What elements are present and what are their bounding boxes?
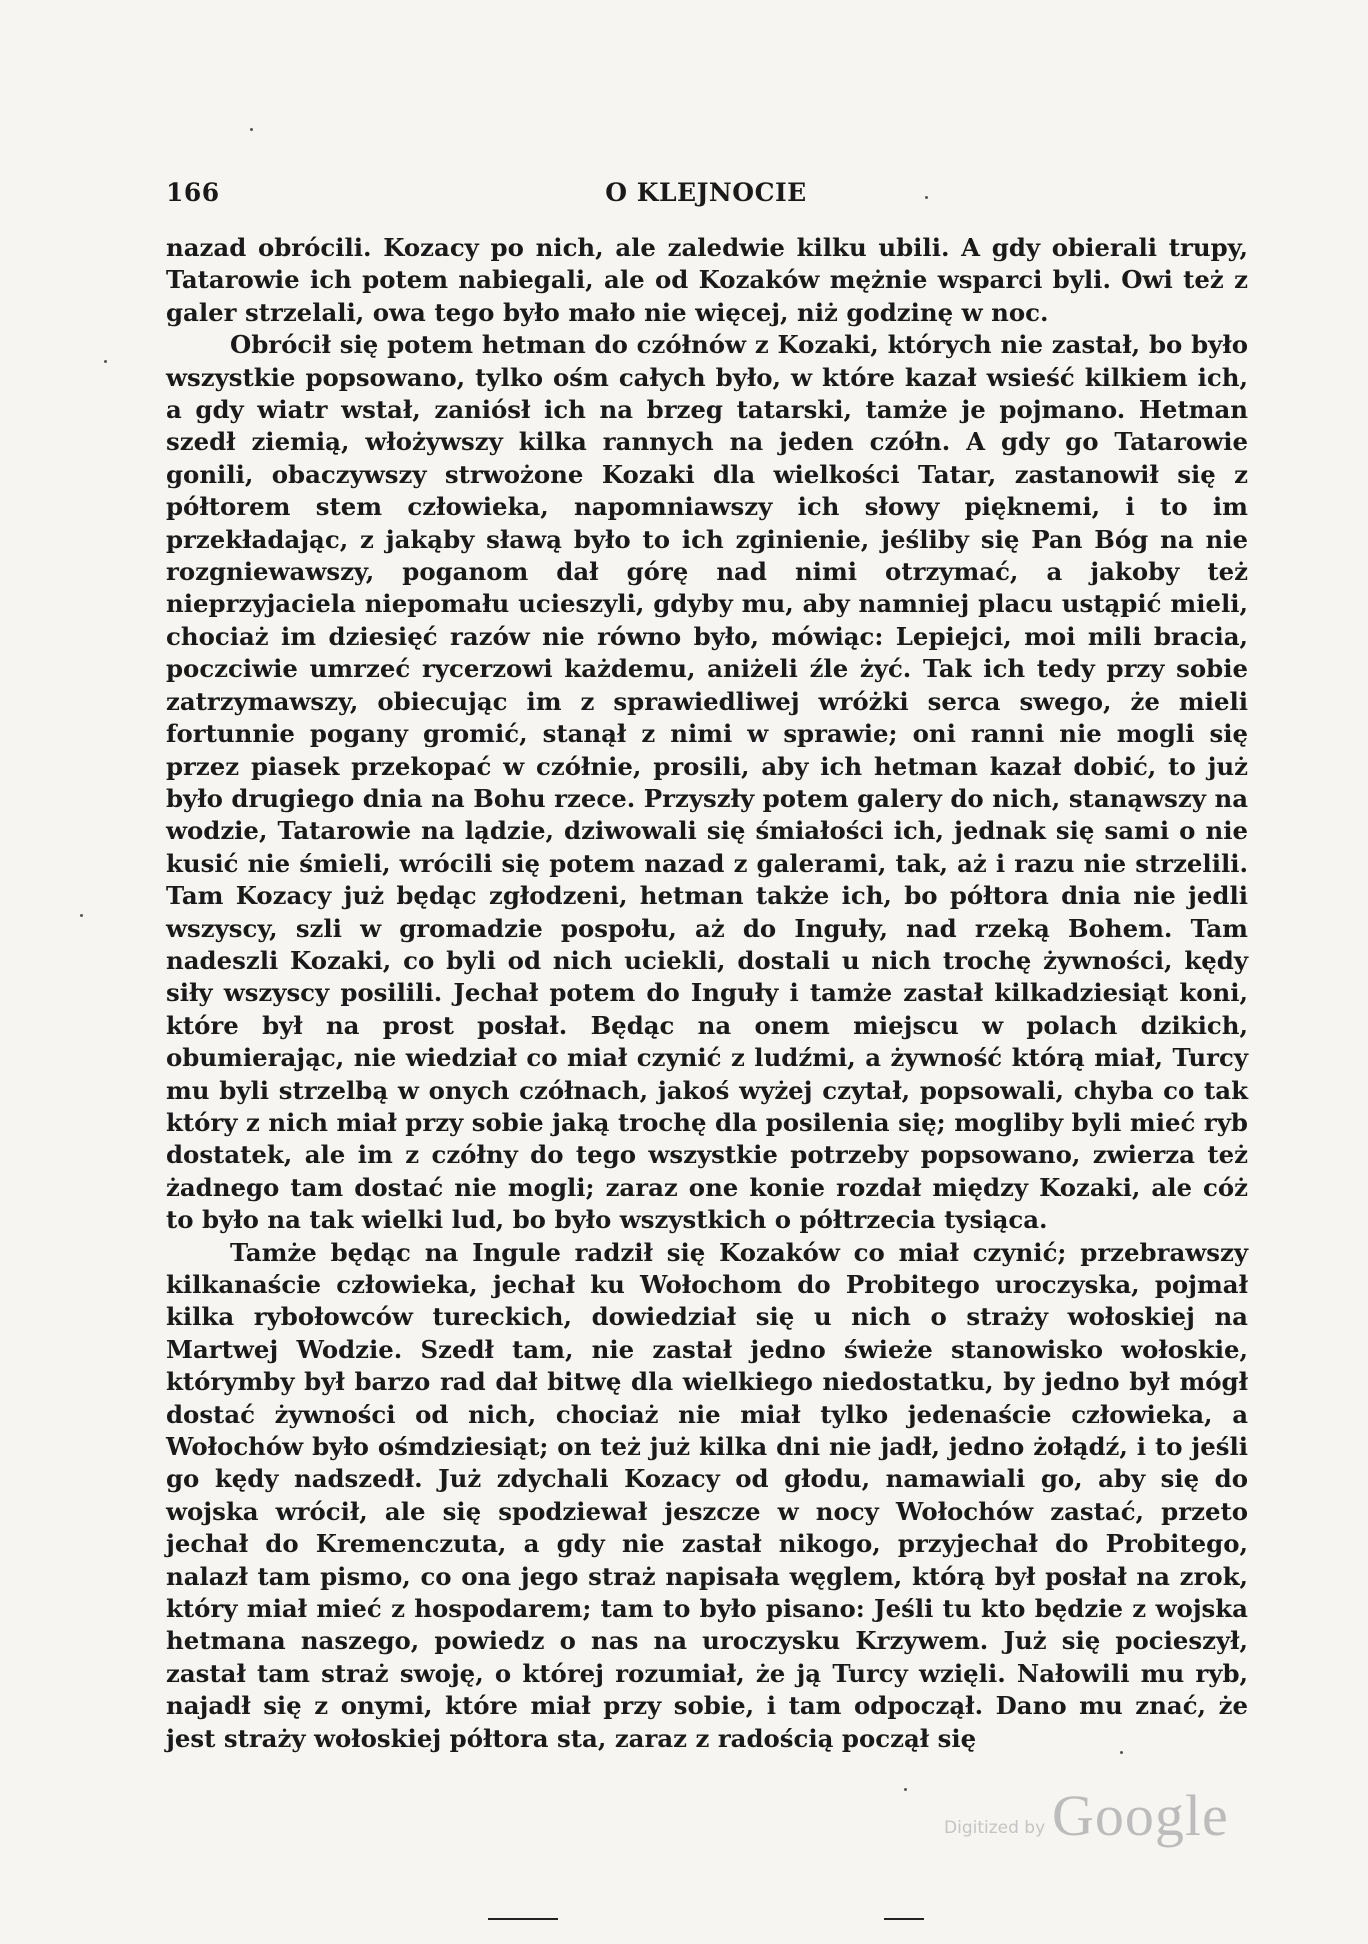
scan-speck: [104, 360, 107, 363]
paragraph: Tamże będąc na Ingule radził się Kozaków co miał czynić; przebrawszy kilkanaście człowieka, jechał ku Wołochom do Probitego uroczyska, pojmał kilka rybołowców tureckich, dowiedział się u nich o straży wołoskiej na Martwej Wodzie. Szedł tam, nie zastał jedno świeże stanowisko wołoskie, którymby był barzo rad dał bitwę dla wielkiego niedostatku, by jedno był mógł dostać żywności od nich, chociaż nie miał tylko jedenaście człowieka, a Wołochów było ośmdziesiąt; on też już kilka dni nie jadł, jedno żołądź, i to jeśli go kędy nadszedł. Już zdychali Kozacy od głodu, namawiali go, aby się do wojska wrócił, ale się spodziewał jeszcze w nocy Wołochów zastać, przeto jechał do Kremenczuta, a gdy nie zastał nikogo, przyjechał do Probitego, nalazł tam pismo, co ona jego straż napisała węglem, którą był posłał na zrok, który miał mieć z hospodarem; tam to było pisano: Jeśli tu kto będzie z wojska hetmana naszego, powiedz o nas na uroczysku Krzywem. Już się pocieszył, zastał tam straż swoję, o której rozumiał, że ją Turcy wzięli. Nałowili mu ryb, najadł się z onymi, które miał przy sobie, i tam odpoczął. Dano mu znać, że jest straży wołoskiej półtora sta, zaraz z radością począł się: [166, 1237, 1248, 1753]
scan-artifact-rule: [884, 1918, 924, 1920]
body-text: [166, 232, 1248, 1755]
scan-speck: [250, 128, 253, 131]
running-title: O KLEJNOCIE: [605, 178, 807, 207]
scan-speck: [904, 1788, 907, 1791]
paragraph: nazad obrócili. Kozacy po nich, ale zaledwie kilku ubili. A gdy obierali trupy, Tatarowie ich potem nabiegali, ale od Kozaków mężnie wsparci byli. Owi też z galer strzelali, owa tego było mało nie więcej, niż godzinę w noc.: [166, 233, 1248, 327]
page-number: 166: [166, 178, 220, 207]
watermark-prefix: Digitized by: [944, 1818, 1046, 1838]
scan-speck: [80, 914, 83, 917]
digitized-watermark: [944, 1783, 1264, 1850]
scan-speck: [1120, 1751, 1123, 1754]
google-logo-icon: Google: [1052, 1783, 1229, 1848]
scan-speck: [925, 196, 928, 199]
paragraph: Obrócił się potem hetman do czółnów z Kozaki, których nie zastał, bo było wszystkie popsowano, tylko ośm całych było, w które kazał wsieść kilkiem ich, a gdy wiatr wstał, zaniósł ich na brzeg tatarski, tamże je pojmano. Hetman szedł ziemią, włożywszy kilka rannych na jeden czółn. A gdy go Tatarowie gonili, obaczywszy strwożone Kozaki dla wielkości Tatar, zastanowił się z półtorem stem człowieka, napomniawszy ich słowy pięknemi, i to im przekładając, z jakąby sławą było to ich zginienie, jeśliby się Pan Bóg na nie rozgniewawszy, poganom dał górę nad nimi otrzymać, a jakoby też nieprzyjaciela niepomału ucieszyli, gdyby mu, aby namniej placu ustąpić mieli, chociaż im dziesięć razów nie równo było, mówiąc: Lepiejci, moi mili bracia, poczciwie umrzeć rycerzowi każdemu, aniżeli źle żyć. Tak ich tedy przy sobie zatrzymawszy, obiecując im z sprawiedliwej wróżki serca swego, że mieli fortunnie pogany gromić, stanął z nimi w sprawie; oni ranni nie mogli się przez piasek przekopać w czółnie, prosili, aby ich hetman kazał dobić, to już było drugiego dnia na Bohu rzece. Przyszły potem galery do nich, stanąwszy na wodzie, Tatarowie na lądzie, dziwowali się śmiałości ich, jednak się sami o nie kusić nie śmieli, wrócili się potem nazad z galerami, tak, aż i razu nie strzelili. Tam Kozacy już będąc zgłodzeni, hetman także ich, bo półtora dnia nie jedli wszyscy, szli w gromadzie pospołu, aż do Inguły, nad rzeką Bohem. Tam nadeszli Kozaki, co byli od nich uciekli, dostali u nich trochę żywności, kędy siły wszyscy posilili. Jechał potem do Inguły i tamże zastał kilkadziesiąt koni, które był na prost posłał. Będąc na onem miejscu w polach dzikich, obumierając, nie wiedział co miał czynić z ludźmi, a żywność którą miał, Turcy mu byli strzelbą w onych czółnach, jakoś wyżej czytał, popsowali, chyba co tak który z nich miał przy sobie jaką trochę dla posilenia się; mogliby byli mieć ryb dostatek, ale im z czółny do tego wszystkie potrzeby popsowano, zwierza też żadnego tam dostać nie mogli; zaraz one konie rozdał między Kozaki, ale cóż to było na tak wielki lud, bo było wszystkich o półtrzecia tysiąca.: [166, 330, 1248, 1235]
page-header: [166, 178, 1246, 218]
scan-artifact-rule: [488, 1918, 558, 1920]
